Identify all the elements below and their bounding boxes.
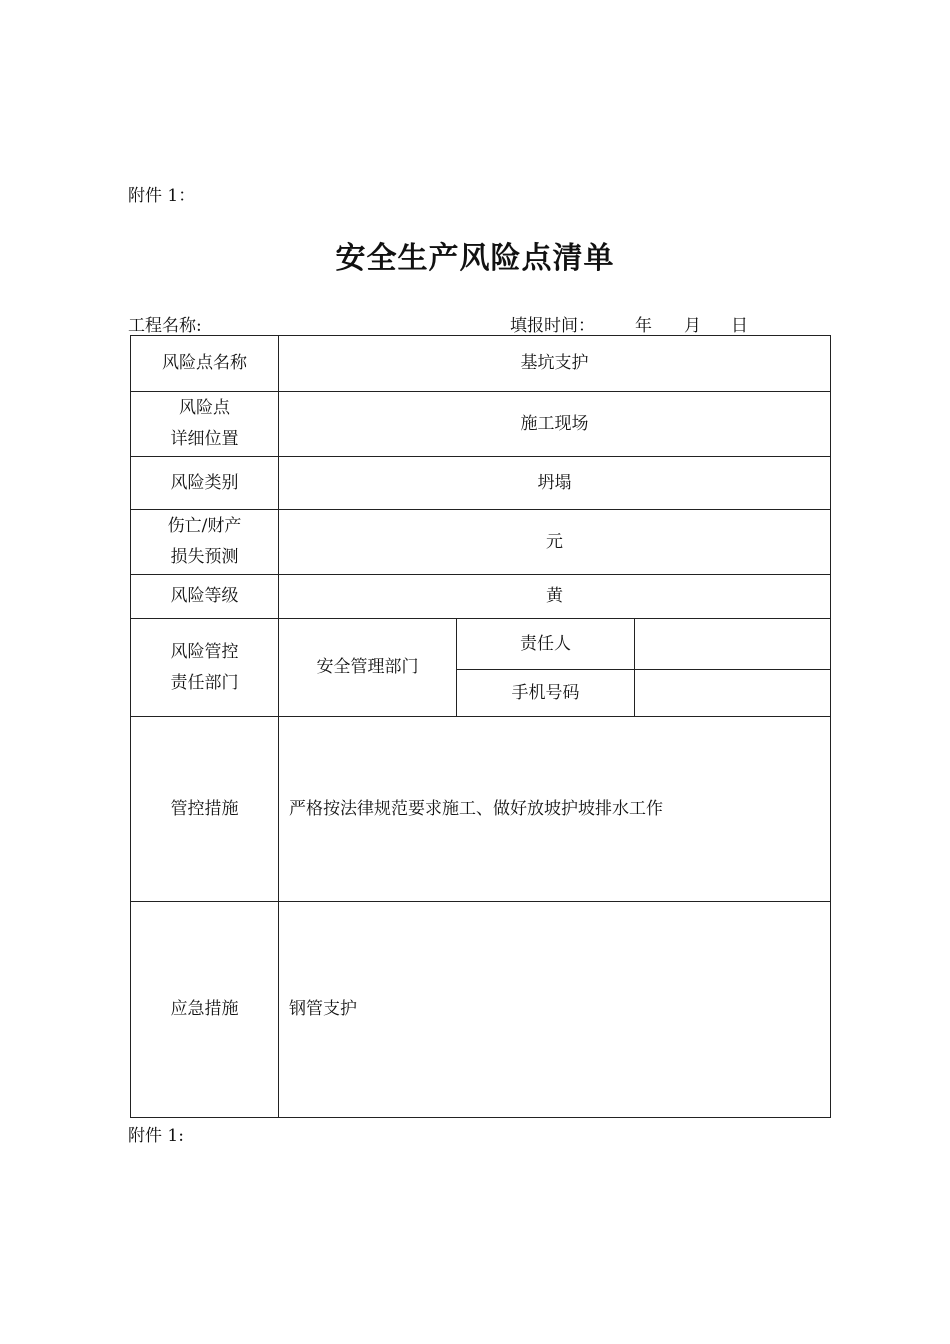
person-label: 责任人 [457,619,635,670]
row-responsible-person [131,619,831,670]
dept-label-line2: 责任部门 [170,672,239,693]
category-value: 坍塌 [279,457,831,510]
date-month-label: 月 [684,316,701,336]
date-day-label: 日 [731,316,748,336]
date-year-label: 年 [635,316,652,336]
risk-name-label: 风险点名称 [131,336,279,392]
dept-label-line1: 风险管控 [170,641,239,662]
row-category [131,457,831,510]
loss-label [131,510,279,575]
dept-value: 安全管理部门 [279,619,457,717]
location-label-line1: 风险点 [179,398,230,418]
row-risk-name [131,336,831,392]
emergency-label: 应急措施 [131,902,279,1118]
location-value: 施工现场 [279,392,831,457]
document-title: 安全生产风险点清单 [335,241,615,276]
row-loss [131,510,831,575]
loss-value: 元 [279,510,831,575]
row-level [131,575,831,619]
loss-label-line2: 损失预测 [170,547,239,567]
annex-label-top: 附件 1： [128,186,196,206]
category-label: 风险类别 [131,457,279,510]
level-value: 黄 [279,575,831,619]
emergency-value: 钢管支护 [279,902,831,1118]
loss-label-line1: 伤亡/财产 [167,516,242,536]
row-location [131,392,831,457]
phone-value [635,670,831,717]
row-control-measures [131,717,831,902]
level-label: 风险等级 [131,575,279,619]
fill-time-label: 填报时间： [510,316,595,336]
control-value: 严格按法律规范要求施工、做好放坡护坡排水工作 [279,717,831,902]
annex-label-bottom: 附件 1: [128,1126,184,1146]
person-value [635,619,831,670]
location-label [131,392,279,457]
project-name-label: 工程名称: [128,316,202,336]
location-label-line2: 详细位置 [170,429,239,449]
phone-label: 手机号码 [457,670,635,717]
dept-label [131,619,279,717]
control-label: 管控措施 [131,717,279,902]
row-emergency-measures [131,902,831,1118]
risk-point-table [130,335,831,1118]
risk-name-value: 基坑支护 [279,336,831,392]
